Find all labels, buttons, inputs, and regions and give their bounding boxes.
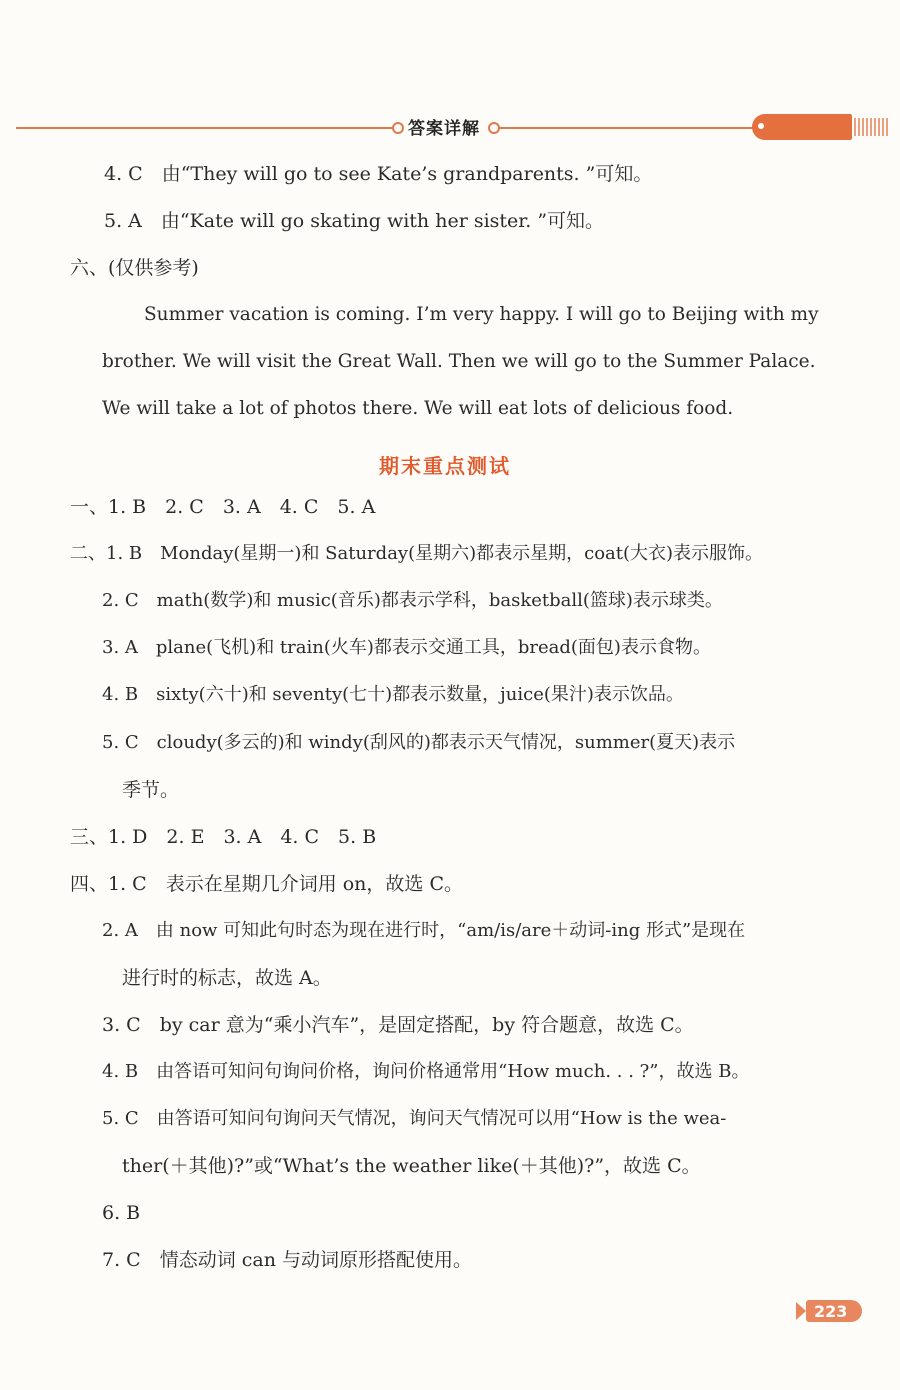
answer-line: 四、1. C 表示在星期几介词用 on，故选 C。 (70, 873, 463, 895)
answer-line: 进行时的标志，故选 A。 (122, 967, 332, 989)
answer-line: 2. C math(数学)和 music(音乐)都表示学科，basketball(篮球)表示球类。 (102, 590, 723, 611)
answer-line: 2. A 由 now 可知此句时态为现在进行时，“am/is/are＋动词-ing 形式”是现在 (102, 920, 746, 941)
answer-line: 7. C 情态动词 can 与动词原形搭配使用。 (102, 1249, 472, 1271)
answer-line: 4. B 由答语可知问句询问价格，询问价格通常用“How much. . . ?”，故选 B。 (102, 1061, 750, 1082)
header-rule-right (498, 127, 758, 129)
answer-line: 5. C cloudy(多云的)和 windy(刮风的)都表示天气情况，summer(夏天)表示 (102, 732, 736, 753)
page-header (0, 110, 900, 150)
header-dot-left (392, 122, 404, 134)
answer-line: 3. A plane(飞机)和 train(火车)都表示交通工具，bread(面包)表示食物。 (102, 637, 711, 658)
header-title: 答案详解 (408, 119, 480, 139)
answer-line: 4. B sixty(六十)和 seventy(七十)都表示数量，juice(果汁)表示饮品。 (102, 684, 684, 705)
answer-line: ther(＋其他)?”或“What’s the weather like(＋其他)?”，故选 C。 (122, 1155, 701, 1177)
header-tab (752, 114, 852, 140)
header-rule-left (16, 127, 394, 129)
essay-line: We will take a lot of photos there. We will eat lots of delicious food. (102, 398, 734, 419)
answer-line: 4. C 由“They will go to see Kate’s grandparents. ”可知。 (104, 163, 653, 185)
section-title: 期末重点测试 (379, 454, 511, 478)
answer-line: 二、1. B Monday(星期一)和 Saturday(星期六)都表示星期，coat(大衣)表示服饰。 (70, 543, 764, 564)
header-stripes (854, 118, 888, 136)
answer-line: 三、1. D 2. E 3. A 4. C 5. B (70, 826, 377, 848)
answer-line: 5. C 由答语可知问句询问天气情况，询问天气情况可以用“How is the wea- (102, 1108, 727, 1129)
page-number-text: 223 (814, 1302, 848, 1321)
section-heading: 六、(仅供参考) (70, 257, 199, 279)
essay-line: Summer vacation is coming. I’m very happy. I will go to Beijing with my (144, 304, 819, 325)
answer-line: 季节。 (122, 779, 180, 801)
essay-line: brother. We will visit the Great Wall. Then we will go to the Summer Palace. (102, 351, 816, 372)
answer-line: 一、1. B 2. C 3. A 4. C 5. A (70, 496, 376, 518)
page-number (796, 1298, 876, 1326)
answer-line: 3. C by car 意为“乘小汽车”，是固定搭配，by 符合题意，故选 C。 (102, 1014, 694, 1036)
page-arrow-icon (796, 1302, 806, 1320)
answer-line: 5. A 由“Kate will go skating with her sister. ”可知。 (104, 210, 605, 232)
answer-line: 6. B (102, 1202, 141, 1224)
